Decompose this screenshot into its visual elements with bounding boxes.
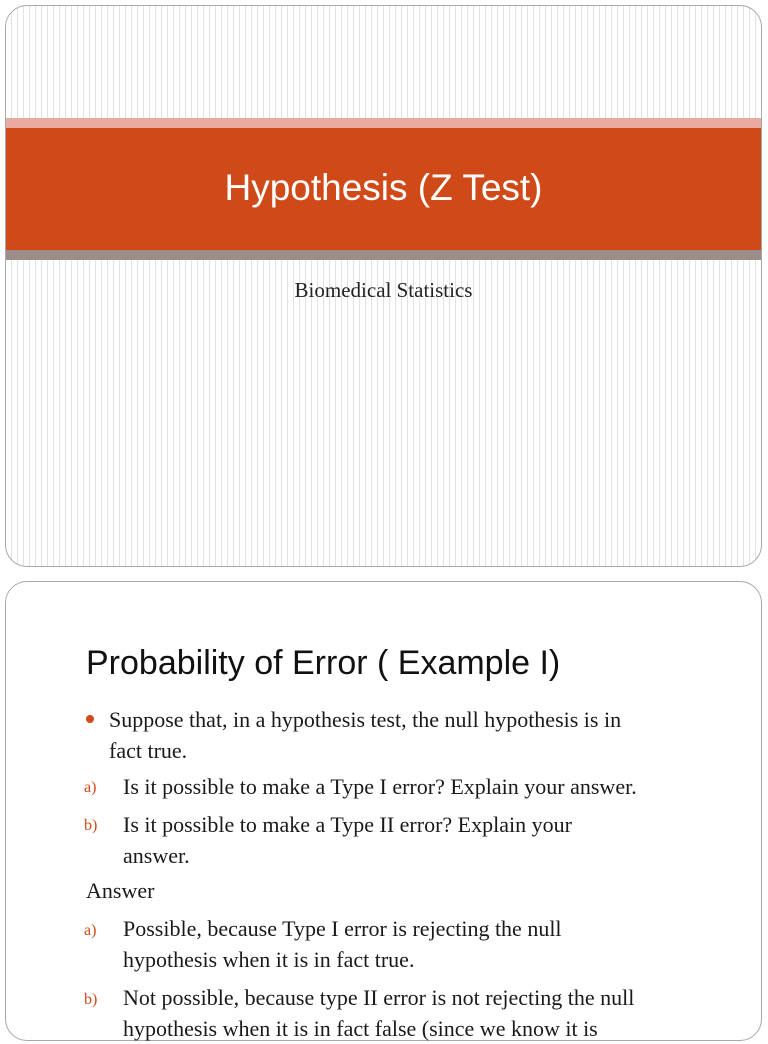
question-text: Suppose that, in a hypothesis test, the null hypothesis is in fact true. xyxy=(109,707,622,763)
list-item-text: Is it possible to make a Type I error? Explain your answer. xyxy=(123,774,637,799)
list-item-text: Is it possible to make a Type II error? Explain your answer. xyxy=(123,812,572,868)
slide-body xyxy=(6,582,761,1040)
slide-subtitle: Biomedical Statistics xyxy=(294,278,473,302)
list-marker: b) xyxy=(84,817,98,834)
slide-title: Hypothesis (Z Test) xyxy=(224,167,543,208)
slide-heading: Probability of Error ( Example I) xyxy=(86,644,561,682)
list-marker: a) xyxy=(84,922,97,939)
accent-bar-top xyxy=(6,118,761,128)
answer-heading: Answer xyxy=(86,878,155,903)
content-slide xyxy=(5,581,762,1041)
bullet-dot-icon xyxy=(86,715,94,723)
title-slide xyxy=(5,5,762,567)
list-marker: b) xyxy=(84,991,98,1008)
list-item-text: Possible, because Type I error is rejecting the null hypothesis when it is in fact true. xyxy=(123,916,562,972)
list-item-text: Not possible, because type II error is not rejecting the null hypothesis when it is in fact false (since we know it is xyxy=(123,985,635,1041)
list-marker: a) xyxy=(84,779,97,796)
accent-bar-bottom xyxy=(6,250,761,260)
